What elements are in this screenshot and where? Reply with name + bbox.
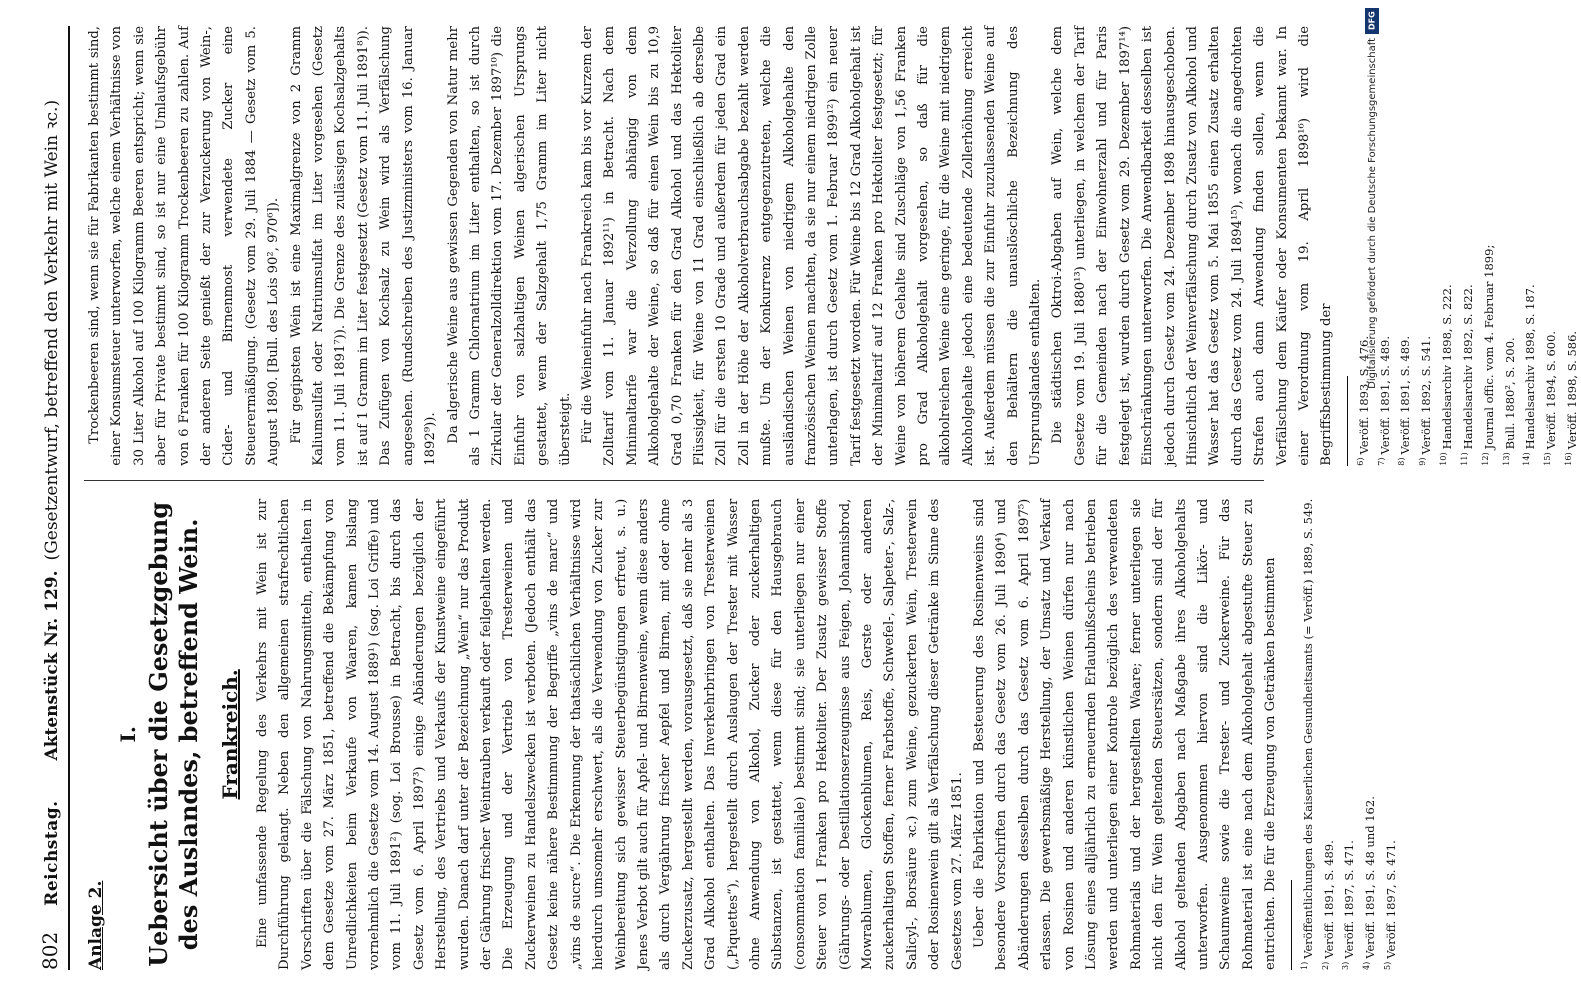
- footnote: $^{4)}$Veröff. 1891, S. 48 und 162.: [1362, 796, 1377, 970]
- footnote: $^{15)}$Veröff. 1894, S. 600.: [1543, 330, 1559, 466]
- footnote: $^{7)}$Veröff. 1891, S. 489.: [1376, 336, 1392, 466]
- footnote: $^{1)}$Veröffentlichungen des Kaiserlichen Gesundheitsamts (= Veröff.) 1889, S. 549.: [1299, 498, 1315, 970]
- footnote: $^{8)}$Veröff. 1891, S. 489.: [1397, 336, 1413, 466]
- part-numeral: I.: [116, 726, 140, 743]
- left-footnotes: [1296, 499, 1400, 970]
- running-header: [38, 26, 70, 970]
- paragraph: Ueber die Fabrikation und Besteuerung des Rosinenweins sind besondere Vorschriften durch das Gesetz vom 26. Juli 1890⁴) und Abänderungen desselben durch das Gesetz vom 6. April 1897⁵) erlassen. Die gewerbsmäßige Herstellung, der Umsatz und Verkauf von Rosinen und anderen künstlichen Weinen dürfen nur nach Lösung eines alljährlich zu erneuernden Erlaubnißscheins betrieben werden und unterliegen einer Kontrole bezüglich des verwendeten Rohmaterials und der hergestellten Waare; ferner unterliegen sie nicht den für Wein geltenden Steuersätzen, sondern sind der für Alkohol geltenden Abgaben nach Maßgabe ihres Alkoholgehalts unterworfen. Ausgenommen hiervon sind die Likör- und Schaumweine sowie die Trester- und Zuckerweine. Für das Rohmaterial ist eine nach dem Alkoholgehalt abgestufte Steuer zu entrichten. Die für die Erzeugung von Getränken bestimmten: [972, 498, 1279, 970]
- document-topic: (Gesetzentwurf, betreffend den Verkehr mit Wein ꝛc.): [42, 99, 62, 561]
- footnote: $^{13)}$Bull. 1880², S. 200.: [1501, 337, 1517, 466]
- left-column: [84, 498, 1398, 970]
- article-title: Uebersicht über die Gesetzgebung des Auslandes, betreffend Wein.: [144, 501, 203, 967]
- footnote: $^{2)}$Veröff. 1891, S. 489.: [1320, 840, 1336, 970]
- paragraph: Da algerische Weine aus gewissen Gegenden von Natur mehr als 1 Gramm Chlornatrium im Liter enthalten, so ist durch Zirkular der Generalzolldirektion vom 17. Dezember 1897¹⁰) die Einfuhr von salzhaltigen Weinen algerischen Ursprungs gestattet, wenn der Salzgehalt 1,75 Gramm im Liter nicht übersteigt.: [445, 26, 573, 466]
- paragraph: Die städtischen Oktroi-Abgaben auf Wein, welche dem Gesetze vom 19. Juli 1880¹³) unterliegen, in welchem der Tarif für die Gemeinden nach der Einwohnerzahl und für Paris festgelegt ist, wurden durch Gesetz vom 29. Dezember 1897¹⁴) Einschränkungen unterworfen. Die Anwendbarkeit desselben ist jedoch durch Gesetz vom 24. Dezember 1898 hinausgeschoben. Hinsichtlich der Weinverfälschung durch Zusatz von Alkohol und Wasser hat das Gesetz vom 5. Mai 1855 einen Zusatz erhalten durch das Gesetz vom 24. Juli 1894¹⁵), wonach die angedrohten Strafen auch dann Anwendung finden sollen, wenn die Verfälschung dem Käufer oder Konsumenten bekannt war. In einer Verordnung vom 19. April 1898¹⁶) wird die Begriffsbestimmung der: [1050, 26, 1335, 466]
- footnote: $^{5)}$Veröff. 1897, S. 471.: [1383, 840, 1398, 970]
- page-number: 802: [38, 931, 62, 970]
- paragraph: Für die Weineinfuhr nach Frankreich kam bis vor Kurzem der Zolltarif vom 11. Januar 1892¹¹) in Betracht. Nach dem Minimaltarife war die Verzollung abhängig von dem Alkoholgehalte der Weine, so daß für einen Wein bis zu 10,9 Grad 0,70 Franken für den Grad Alkohol und das Hektoliter Flüssigkeit, für Weine von 11 Grad einschließlich ab derselbe Zoll für die ersten 10 Grade und außerdem für jeden Grad ein Zoll in der Höhe der Alkoholverbrauchsabgabe bezahlt werden mußte. Um der Konkurrenz entgegenzutreten, welche die ausländischen Weinen von niedrigem Alkoholgehalte den französischen Weinen machten, da sie nur einem niedrigen Zolle unterlagen, ist durch Gesetz vom 1. Februar 1899¹²) ein neuer Tarif festgesetzt worden. Für Weine bis 12 Grad Alkoholgehalt ist der Minimaltarif auf 12 Franken pro Hektoliter festgesetzt; für Weine von höherem Gehalte sind Zuschläge von 1,56 Franken pro Grad Alkoholgehalt vorgesehen, so daß für die alkoholreichen Weine eine geringe, für die Weine mit niedrigem Alkoholgehalte jedoch eine bedeutende Zollerhöhung erreicht ist. Außerdem müssen die zur Einfuhr zuzulassenden Weine auf den Behältern die unauslöschliche Bezeichnung des Ursprungslandes enthalten.: [579, 26, 1044, 466]
- footnote: $^{6)}$Veröff. 1893, S. 476.: [1355, 336, 1371, 466]
- digitization-credit: [1363, 8, 1381, 993]
- right-footnotes: [1352, 26, 1581, 466]
- paragraph: Trockenbeeren sind, wenn sie für Fabrikanten bestimmt sind, einer Konsumsteuer unterworfen, welche einem Verhältnisse von 30 Liter Alkohol auf 100 Kilogramm Beeren entspricht; wenn sie aber für Private bestimmt sind, so ist nur eine Umlaufsgebühr von 6 Franken für 100 Kilogramm Trockenbeeren zu zahlen. Auf der anderen Seite genießt der zur Verzuckerung von Wein-, Cider- und Birnenmost verwendete Zucker eine Steuerermäßigung. (Gesetz vom 29. Juli 1884 — Gesetz vom 5. August 1890. [Bull. des Lois 90², 970⁶]).: [87, 26, 282, 466]
- right-body-text: [84, 26, 1339, 466]
- footnote: $^{11)}$Handelsarchiv 1892, S. 822.: [1459, 284, 1475, 466]
- footnote: $^{12)}$Journal offic. vom 4. Februar 1899;: [1480, 244, 1496, 466]
- paragraph: Für gegipsten Wein ist eine Maximalgrenze von 2 Gramm Kaliumsulfat oder Natriumsulfat im Liter vorgesehen (Gesetz vom 11. Juli 1891⁷)). Die Grenze des zulässigen Kochsalzgehalts ist auf 1 Gramm im Liter festgesetzt (Gesetz vom 11. Juli 1891⁸)). Das Zufügen von Kochsalz zu Wein wird als Verfälschung angesehen. (Rundschreiben des Justizministers vom 16. Januar 1892⁹)).: [288, 26, 439, 466]
- footnote: $^{14)}$Handelsarchiv 1898, S. 187.: [1522, 284, 1538, 466]
- left-body-text: [252, 499, 1283, 970]
- footnote: $^{9)}$Veröff. 1892, S. 541.: [1418, 336, 1434, 466]
- footnote-rule: [1291, 880, 1292, 970]
- publication-name: Reichstag.: [42, 800, 62, 906]
- section-heading: Frankreich.: [218, 669, 242, 800]
- dfg-logo-icon: DFG: [1365, 8, 1379, 34]
- footnote: $^{3)}$Veröff. 1897, S. 471.: [1341, 840, 1357, 970]
- paragraph: Eine umfassende Regelung des Verkehrs mit Wein ist zur Durchführung gelangt. Neben den allgemeinen strafrechtlichen Vorschriften über die Fälschung von Nahrungsmitteln, enthalten in dem Gesetze vom 27. März 1851, betreffend die Bekämpfung von Unredlichkeiten beim Verkaufe von Waaren, kamen bislang vornehmlich die Gesetze vom 14. August 1889¹) (sog. Loi Griffe) und vom 11. Juli 1891²) (sog. Loi Brousse) in Betracht, bis durch das Gesetz vom 6. April 1897³) einige Abänderungen bezüglich der Herstellung, des Vertriebs und Verkaufs der Kunstweine eingeführt wurden. Danach darf unter der Bezeichnung „Wein“ nur das Produkt der Gährung frischer Weintrauben verkauft oder feilgehalten werden. Die Erzeugung und der Vertrieb von Tresterweinen und Zuckerweinen zu Handelszwecken ist verboten. (Jedoch enthält das Gesetz keine nähere Bestimmung der Begriffe „vins de marc“ und „vins de sucre“. Die Erkennung der thatsächlichen Verhältnisse wird hierdurch umsomehr erschwert, als die Verwendung von Zucker zur Weinbereitung sich gewisser Steuerbegünstigungen erfreut, s. u.) Jenes Verbot gilt auch für Apfel- und Birnenweine, wenn diese anders als durch Vergährung frischer Aepfel und Birnen, mit oder ohne Zuckerzusatz, hergestellt werden, vorausgesetzt, daß sie mehr als 3 Grad Alkohol enthalten. Das Inverkehrbringen von Tresterweinen („Piquettes“), hergestellt durch Auslaugen der Trester mit Wasser ohne Anwendung von Alkohol, Zucker oder zuckerhaltigen Substanzen, ist gestattet, wenn diese für den Hausgebrauch (consommation familiale) bestimmt sind; sie unterliegen nur einer Steuer von 1 Franken pro Hektoliter. Der Zusatz gewisser Stoffe (Gährungs- oder Destillationserzeugnisse aus Feigen, Johannisbrod, Mowrablumen, Glockenblumen, Reis, Gerste oder anderen zuckerhaltigen Stoffen, ferner Farbstoffe, Schwefel-, Salpeter-, Salz-, Salicyl-, Borsäure ꝛc.) zum Weine, gezuckerten Wein, Tresterwein oder Rosinenwein gilt als Verfälschung dieser Getränke im Sinne des Gesetzes vom 27. März 1851.: [255, 498, 965, 970]
- footnote: $^{10)}$Handelsarchiv 1898, S. 222.: [1439, 284, 1454, 466]
- document-number: Aktenstück Nr. 129.: [42, 570, 62, 761]
- footnote: $^{16)}$Veröff. 1898, S. 586.: [1564, 330, 1579, 466]
- footnote-rule: [1347, 376, 1348, 466]
- credit-text: Digitalisierung gefördert durch die Deutsche Forschungsgemeinschaft: [1366, 38, 1378, 389]
- appendix-label: Anlage 2.: [86, 880, 106, 970]
